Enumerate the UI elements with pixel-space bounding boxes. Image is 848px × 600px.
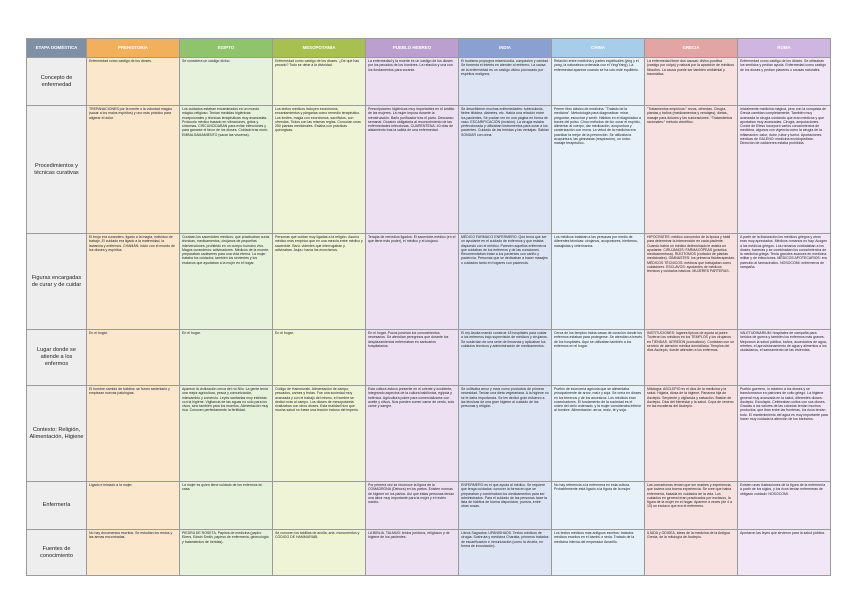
table-cell [87, 482, 180, 530]
cell-text: Se considera un castigo divino. [182, 59, 231, 63]
header-row [27, 39, 831, 58]
cell-text: A partir de la iliacización los médicos griegos y otros eran muy apreciados. Médicos romanos no hay. Acogen a los médicos griegos. Los romanos contrataban a los dioses, barreras y se combinaban los conocimientos de la medicina griega. Tenía grandes avances en medicina militar y de infecciones. MÉDICOS APOTECARIOS: era parecido al farmacéutico. NOSOCOMI: enfermeros de campaña. [740, 235, 828, 270]
cell-text: Personas que cuidan muy ligadas a la religión. Asumo médico más empírico que en una mezcla entre médico y sacerdote. Barú: videntes que interrogaban y adivinaban. Asipu: hacía los exorcismos. [275, 235, 363, 252]
table-cell [180, 106, 273, 234]
cell-text: TREPANACIONES por la mente o la voluntad mágico (sacar a los malos espíritus) y uno más práctico para aligerar el dolor. [89, 107, 173, 120]
table-cell [738, 58, 831, 106]
column-header: GRECIA [645, 39, 738, 58]
cell-text: Enfermedad como castigo de los dioses. [89, 59, 153, 63]
table-cell [645, 106, 738, 234]
table-row [27, 386, 831, 482]
table-cell [459, 482, 552, 530]
table-cell [180, 386, 273, 482]
table-cell [459, 530, 552, 576]
table-cell [738, 106, 831, 234]
row-header: Fuentes de conocimiento [27, 530, 87, 576]
table-cell [552, 330, 645, 386]
cell-text: Se cultivaba arroz y maíz como productos de primera necesidad. Tenían una dieta vegetariana. A la higiene no se le daba importancia. Se les dedicó gran esfuerzo a las técnicas de una gran higiene al cuidado de las personas y religión. [461, 387, 549, 409]
column-header: MESOPOTAMIA [273, 39, 366, 58]
cell-text: LA BIBLIA. TALMUD: textos jurídicos, religiosos y de higiene de los pacientes. [368, 531, 450, 540]
table-cell [738, 482, 831, 530]
cell-text: Código de Hammurabi. Alimentación de campo, pescados, carnes y frutas. Fue una sociedad muy avanzada y con el trabajo del mismo, el hombre se dedicó más al campo. Los dioses de mesopotamia rivalizaban con otros dioses. Esta realidad hizo que mucha salud no fuese una lección incluso del imperio. [275, 387, 359, 413]
table-cell [552, 530, 645, 576]
cell-text: Terapia de remedios ligados: El sacerdote-médico (en el que tiene más poder), el médico y el cirujano. [368, 235, 456, 244]
table-row [27, 234, 831, 330]
cell-text: La enfermedad tiene dos causas: divino-punitiva (castigo por culpa) y natural por la aparición de médicos filósofos. La causa puede ser también ambiental y traumática. [647, 59, 734, 76]
cell-text: Primer libro clásico de medicina. "Tratado de la medicina". Metodología para diagnosticar: mirar, preguntar, escuchar y sentir. Hábitos en el diagnóstico a través del pulso. Cinco métodos de tto: curar el espíritu, alimentar al cuerpo, dar medicación, acupuntura y cauterización con moxa. La virtud de la medicina era practicar la mejor de la prevención. Se utilizaba la acupuntura, las gimnasias (respiración), un único masaje terapéutico. [554, 107, 641, 146]
table-cell [366, 330, 459, 386]
table-cell [87, 386, 180, 482]
table-cell [459, 234, 552, 330]
table-cell [645, 58, 738, 106]
cell-text: Aparece la civilización cerca del río Nilo. La gente tenía una mejor agricultura, pesca y comunicación, intercambio y comercio. Leyes sanitarias muy estrictas con la higiene. Vigilancia de las aguas no sólo para los vivos, sino también para los muertos. Alimentación muy rica. Conocen perfectamente la fertilidad. [182, 387, 269, 413]
table-cell [273, 386, 366, 482]
cell-text: Esta cultura estuvo presente en el oriente y occidente, integrando aspectos de la cultura babilónica, egipcia y helénica. Agricultura pobre para comercializarse con aceite y olivos. Nos pueden comer carne de cerdo, solo carne y sangre. [368, 387, 455, 409]
column-header: ETAPA DOMÉSTICA [27, 39, 87, 58]
table-row [27, 330, 831, 386]
table-cell [180, 58, 273, 106]
row-header: Enfermería [27, 482, 87, 530]
cell-text: ILÍADA y ODISEA, ideas de la medicina de la Antigua Grecia, de la mitología de Asclepio. [647, 531, 730, 540]
row-header: Figuras encargadas de curar y de cuidar [27, 234, 87, 330]
cell-text: El rey Asoka mandó construir 18 hospitales para cuidar a los enfermos bajo supervisión de médicos y cirujanos. Se sostenían de una serie de limosnas y aplicaban los cuidados técnicos y administración de medicamentos. [461, 331, 548, 348]
cell-text: Los médicos trataban a las personas por medio de diferentes técnicas: cirujanos, acupuntores, hierberos, masajistas y veterinarios. [554, 235, 638, 248]
table-cell [459, 386, 552, 482]
table-cell [738, 234, 831, 330]
cell-text: Por primera vez se reconoce la figura de la COMADRONA (Debora) en los partos. Existen normas de higiene en los partos. Así que estas personas tenían una labor muy importante para la mujer y el recién nacido. [368, 483, 455, 505]
table-cell [87, 106, 180, 234]
table-row [27, 530, 831, 576]
cell-text: Pueblo guerrero, lo máximo a los dioses y se transformaron en patrones de culto griego. La higiene general muy avanzada en la salud, diferentes dioses: Asclepio, Esculapio. Celebraban cultos con sus dioses. Gracias a los valores de las colonias tenían muchos productos, que iban entre las fronteras, los ricos tenían todo. El mantenimiento del agua es muy importante para hacer muy cuidada la atención de los bárbaros. [740, 387, 828, 422]
table-cell [87, 58, 180, 106]
cell-text: Ligado e iniciado a la mujer. [89, 483, 133, 487]
table-body [27, 58, 831, 576]
cell-text: Inicialmente medicina mágica, pero con la conquista de Grecia cambian completamente. También muy avanzada la cirugía contando que eran médicos y que aportaban muy avanzadas. Cirugía, amputaciones. Conde de Efeso incorporó varios conocimientos de medicina, algunos con vigencia como la cirugía de la inflamación: calor, dolor, rubor y tumor. Aportaciones médicas de GALENO: medicina enciclopedista. Dirección de cadáveres estaba prohibida. [740, 107, 826, 146]
column-header: PREHISTORIA [87, 39, 180, 58]
table-cell [273, 58, 366, 106]
table-row [27, 58, 831, 106]
table-cell [180, 234, 273, 330]
table-cell [366, 386, 459, 482]
table-cell [552, 234, 645, 330]
table-row [27, 482, 831, 530]
table-cell [645, 234, 738, 330]
cell-text: El budismo propugna misericordia, compasión y caridad. Se fomenta el interés en atender al enfermo. La causa de la enfermedad es un castigo divino provocado por espíritus malignos. [461, 59, 549, 76]
comparison-sheet [26, 38, 830, 576]
cell-text: El brujo era curandero, ligado a la magia, individuo de trabajo. El cuidado era ligado a la maternidad, la lactancia y enfermos. CHAMÁN: inicio con el mundo de los dioses y espíritus. [89, 235, 175, 252]
table-cell [459, 58, 552, 106]
table-cell [180, 530, 273, 576]
cell-text: La mujer es quien tiene cuidado de los enfermos en casa. [182, 483, 263, 492]
table-row [27, 106, 831, 234]
cell-text: Se describieron muchas enfermedades: tuberculosis, fiebre tifoidea, diabetes, etc. Había una relación entre los pacientes. Se podían ver en una página en forma de vaso. ESCARIFICACIÓN (incisión). La cirugía estaba perfeccionada y utilizaban instrumentos para curar a los pacientes. Cuidado de las heridas y las ventajas. Sabían SONDAR con orina. [461, 107, 549, 137]
table-cell [645, 482, 738, 530]
cell-text: ENFERMERO es el que ayuda al médico. Se requiere que tenga cuidados: conocer la forma en que se preparaban y combinaban los medicamentos para ser administrados. Para el cuidado de las personas hace la lista de hábitos de buena disposición, pureza, entre otras cosas. [461, 483, 547, 509]
cell-text: Los cuidados estaban encaminados en un mundo mágico-religioso. Tenían medidas higiénicas excepcionales y técnicas terapéuticas muy avanzadas. Protocolo médico basado en vibraciones, gritos y síntomas. CIRCUNCIDABAN para evitar infecciones y para ganarse el favor de los dioses. Cuidado tras morir. EMBALSAMAMIENTO (sacar las vísceras). [182, 107, 268, 137]
table-cell [459, 330, 552, 386]
table-cell [273, 530, 366, 576]
cell-text: Pueblo de economía agrícola que se alimentaba principalmente de arroz, maíz y soja. Se creía en dioses en los terrenos y de los ancestros. Los médicos eran cosechadores. El fundamento de la sociedad es el orden del cielo ordenado, y la mujer consideraba inferior al hombre. Alimentación: arroz, maíz, té y soja. [554, 387, 642, 413]
cell-text: Se conocen los tablillas de arcilla, arte, monumentos y CÓDIGO DE HAMMURABI. [275, 531, 360, 540]
column-header: INDIA [459, 39, 552, 58]
cell-text: Curaban los sacerdotes médicos: que practicaban curas técnicas, medicamentos, cirujanos de pequeñas intervenciones, prohibido en un cuerpo humano vivo. Magos curanderos: adivinadores. Médicos de la muerte, preparaban cadáveres para una vida eterna. La mujer trataba los cuidados, también los sirvientes y los esclavos que ayudaban a la mujer en el hogar. [182, 235, 270, 265]
cell-text: En el hogar. [275, 331, 294, 335]
cell-text: En el hogar. [89, 331, 108, 335]
row-header: Procedimientos y técnicas curativas [27, 106, 87, 234]
table-cell [273, 482, 366, 530]
table-cell [273, 106, 366, 234]
table-cell [180, 482, 273, 530]
cell-text: Las comadronas tenían que ser madres y experiencia, que tuviera una buena experiencia. Se cree que había enfermería, basada en cuidados de la vida. Los cuidados en general eran practicados por esclavos, la figura de la mujer en el hogar. Aparece a veces (de 4 a 10) un esclavo que era el enfermero. [647, 483, 733, 509]
cell-text: Enfermedad como castigo de los dioses. Se utilizaban los sentidos y pedían ayuda. Enfermedad como castigo de los dioses y pedían placeres o causas naturales. [740, 59, 826, 72]
cell-text: Relación entre medicina y partes espirituales (ying y el yang, la naturaleza ordenada con el Ying/Yang). La enfermedad aparece cuando se ha roto este equilibrio. [554, 59, 639, 72]
table-cell [738, 386, 831, 482]
cell-text: Mitología: ASCLEPIO es el dios de la medicina y la salud. Higieia, diosa de la higiene. Panacea hija de Asclepio. Serpiente y vigilancia y salvación. Bastón de Asclepio. Dios del bienestar y la salud. Copa de veneno en las escaleras del Asclepio. [647, 387, 734, 409]
table-cell [180, 330, 273, 386]
table-cell [273, 330, 366, 386]
cell-text: PIEDRA DE ROSETA. Papiros de medicina (papiro Ebers, Edwin Smith, papiros de enfermería, ginecología y tratamientos de heridas). [182, 531, 269, 544]
table-cell [366, 234, 459, 330]
table-cell [366, 482, 459, 530]
cell-text: Los textos médicos más antiguos escritos: tratados médicos escritos en el bambú o seda. Tratado de la medicina interna del emperador Amarillo. [554, 531, 635, 544]
cell-text: MÉDICO FARMACO ENFERMERO. Que tenía que ser un ayudante en el cuidado de enfermos y que estaba dispuesto con el médico. Parecen aquellos enfermeros que cuidaban de los enfermos y de las curaciones. Recomendaban tratar a los pacientes con cariño y paciencia. Personas que se dedicaban a hacer masajes o cuidados tanto en hogares con paciencia. [461, 235, 548, 265]
table-cell [366, 106, 459, 234]
cell-text: En el hogar. Pocos poseían los conocimientos necesarios. Se atendían peregrinos que durante los desplazamientos enfermaban en santuarios hospitalarios. [368, 331, 449, 348]
cell-text: No hay referencia a la enfermera en esta cultura. Probablemente está ligado a la figura de la mujer. [554, 483, 632, 492]
cell-text: VALETUDINARIUM: hospitales de campaña para heridos de guerra y también los enfermos más graves. Mejoraron la salud pública, baños, acueductos de agua, retretes, el aprovisionamiento de agua y alimentos a los ciudadanos, el saneamiento de las viviendas. [740, 331, 827, 353]
table-cell [645, 330, 738, 386]
row-header: Concepto de enfermedad [27, 58, 87, 106]
column-header: CHINA [552, 39, 645, 58]
table-cell [366, 530, 459, 576]
cell-text: "Tratamientos empíricos:" rezos, ofrendas. Cirugía, plantas y baños (medicamentos y vendajes), dietas, masaje para dolores y las sudoraciones. "Tratamientos racionales:" método científico. [647, 107, 733, 124]
cell-text: Los textos médicos incluyen exorcismos, encantamientos y plegarias como remedio terapéutico. Los límites, magia con exorcismos, sacrificios, con ofrendas. Todos con las mismas reglas. Conocían unas 250 plantas medicinales. Estaba con prácticas quirúrgicas. [275, 107, 361, 133]
table-cell [552, 58, 645, 106]
table-cell [366, 58, 459, 106]
cell-text: Enfermedad como castigo de los dioses. ¿De qué has pecado? Todo se debe a la divinidad. [275, 59, 360, 68]
table-cell [273, 234, 366, 330]
cell-text: En el hogar. [182, 331, 201, 335]
history-of-nursing-table [26, 38, 831, 576]
cell-text: Aportaron las leyes que sirvieron para la salud pública. [740, 531, 826, 535]
table-cell [552, 106, 645, 234]
table-cell [645, 386, 738, 482]
table-cell [738, 330, 831, 386]
cell-text: Existen unas ilustraciones de la figura de la enfermería a partir de los siglos, y los ricos tenían enfermeras de obligado cuidado: NOSOCOMI. [740, 483, 826, 496]
table-cell [552, 482, 645, 530]
cell-text: La enfermedad y la muerte es un castigo de los dioses por los pecados de los hombres. La relación y una con los fundamentos para curarse. [368, 59, 453, 72]
cell-text: Prescripciones higiénicas muy importantes en el ámbito de las mujeres. La mujer impura durante la menstruación. Baño purificador tras el parto. Descanso semanal. Ocasión obligatoria al reconocimiento de las enfermedades infecciosas. CUARENTENA: 40 días de aislamiento tras la salida de una enfermedad. [368, 107, 455, 133]
table-cell [645, 530, 738, 576]
cell-text: HIPOCRATES: médico conocedor de la época y hábil para determinar la intervención en cada paciente. Cuando había un médico determinado le asistía un ayudante. CIRUJANOS: FARMACÓPEAS (práctica medicamentosa). RIZOTOMOS (cortador de plantas medicinales). GIMNASTES: los primeros fisioterapeutas. MÉDICOS TÉCNICOS: médicos que trabajaban como cuidadores. ESCLAVOS: ayudantes de médicos técnicos y cuidados básicos. MUJERES PARTERAS. [647, 235, 735, 274]
cell-text: INSTITUCIONES: lugares típicos de ayuda al pobre. Tuvieron los médicos en los TEMPLOS y los cirujanos en TIENDAS. IATREÍON (consultorio). Contaban con un servicio de atención médica domiciliaria. Templos del dios Asclepio, donde atienden a los enfermos. [647, 331, 735, 353]
cell-text: El hombre cambió de hábitos: se formó sedentario y empiezan nuevas patologías. [89, 387, 170, 396]
column-header: EGIPTO [180, 39, 273, 58]
cell-text: Libros Sagrados: UPANISHADS. Textos médicos de cirugía: Sushruta y medicina Charaka, primeros tratados de escarificación e inmunización (como la viruela, en forma de inoculación). [461, 531, 549, 548]
table-cell [87, 530, 180, 576]
row-header: Lugar donde se atiende a los enfermos [27, 330, 87, 386]
cell-text: No hay documentos escritos. Se estudian los restos y las armas encontradas. [89, 531, 173, 540]
column-header: PUEBLO HEBREO [366, 39, 459, 58]
row-header: Contexto: Religión, Alimentación, Higiene [27, 386, 87, 482]
table-cell [459, 106, 552, 234]
table-cell [552, 386, 645, 482]
column-header: ROMA [738, 39, 831, 58]
cell-text: Cerca de los templos había casas de curación donde los enfermos estaban para protegerse. Se atendían a través de los hospitales. Aquí se utilizaban también a los enfermos en el hogar. [554, 331, 642, 348]
table-cell [738, 530, 831, 576]
table-cell [87, 330, 180, 386]
table-cell [87, 234, 180, 330]
